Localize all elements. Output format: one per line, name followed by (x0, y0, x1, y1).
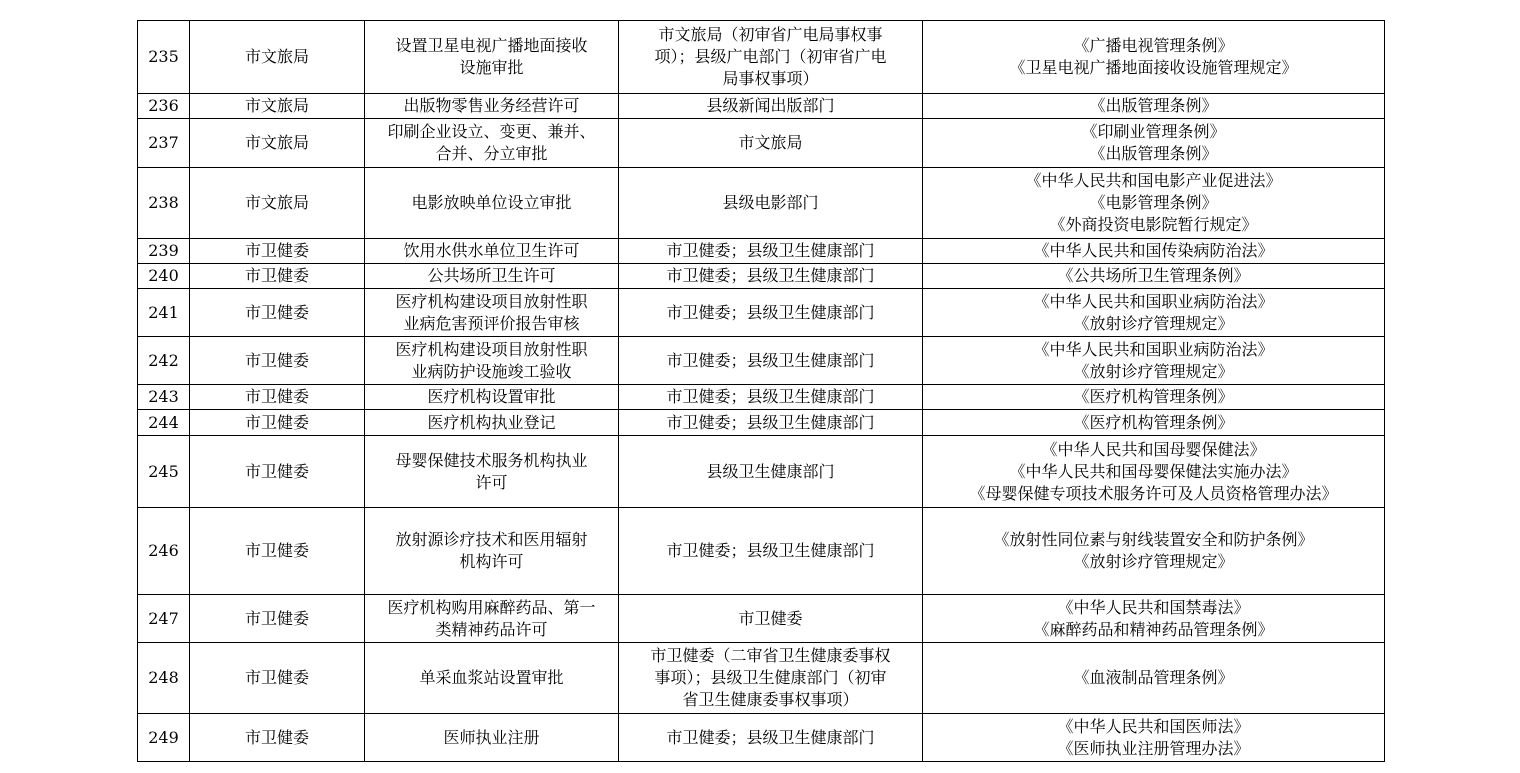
row-number: 243 (138, 385, 190, 410)
approval-item: 医疗机构购用麻醉药品、第一 类精神药品许可 (365, 595, 619, 643)
legal-basis: 《中华人民共和国母婴保健法》 《中华人民共和国母婴保健法实施办法》 《母婴保健专项技术服务许可及人员资格管理办法》 (923, 436, 1385, 508)
row-number: 238 (138, 168, 190, 239)
legal-basis: 《出版管理条例》 (923, 94, 1385, 119)
legal-basis: 《印刷业管理条例》 《出版管理条例》 (923, 119, 1385, 168)
row-number: 241 (138, 289, 190, 337)
approval-item: 印刷企业设立、变更、兼并、 合并、分立审批 (365, 119, 619, 168)
department: 市卫健委 (190, 714, 365, 762)
legal-basis: 《中华人民共和国传染病防治法》 (923, 239, 1385, 264)
table-row (138, 508, 1385, 595)
department: 市卫健委 (190, 385, 365, 410)
approval-item: 饮用水供水单位卫生许可 (365, 239, 619, 264)
implementing-body: 市卫健委；县级卫生健康部门 (619, 289, 923, 337)
row-number: 248 (138, 643, 190, 714)
table-row (138, 436, 1385, 508)
legal-basis: 《中华人民共和国职业病防治法》 《放射诊疗管理规定》 (923, 289, 1385, 337)
row-number: 247 (138, 595, 190, 643)
table-row (138, 410, 1385, 436)
implementing-body: 市卫健委；县级卫生健康部门 (619, 385, 923, 410)
department: 市卫健委 (190, 289, 365, 337)
row-number: 236 (138, 94, 190, 119)
approval-item: 出版物零售业务经营许可 (365, 94, 619, 119)
department: 市卫健委 (190, 410, 365, 436)
row-number: 245 (138, 436, 190, 508)
implementing-body: 市卫健委；县级卫生健康部门 (619, 264, 923, 289)
row-number: 235 (138, 21, 190, 94)
department: 市文旅局 (190, 21, 365, 94)
table-row (138, 289, 1385, 337)
implementing-body: 县级卫生健康部门 (619, 436, 923, 508)
department: 市卫健委 (190, 337, 365, 385)
implementing-body: 市卫健委（二审省卫生健康委事权 事项）；县级卫生健康部门（初审 省卫生健康委事权事项） (619, 643, 923, 714)
table-row (138, 385, 1385, 410)
row-number: 246 (138, 508, 190, 595)
department: 市文旅局 (190, 168, 365, 239)
approval-item: 医师执业注册 (365, 714, 619, 762)
approval-item: 公共场所卫生许可 (365, 264, 619, 289)
legal-basis: 《血液制品管理条例》 (923, 643, 1385, 714)
table-row (138, 264, 1385, 289)
department: 市文旅局 (190, 119, 365, 168)
row-number: 237 (138, 119, 190, 168)
implementing-body: 市文旅局 (619, 119, 923, 168)
implementing-body: 县级电影部门 (619, 168, 923, 239)
implementing-body: 市卫健委；县级卫生健康部门 (619, 714, 923, 762)
approval-item: 设置卫星电视广播地面接收 设施审批 (365, 21, 619, 94)
department: 市卫健委 (190, 595, 365, 643)
row-number: 244 (138, 410, 190, 436)
table-row (138, 337, 1385, 385)
implementing-body: 市卫健委；县级卫生健康部门 (619, 410, 923, 436)
table-row (138, 119, 1385, 168)
table-row (138, 643, 1385, 714)
department: 市卫健委 (190, 643, 365, 714)
implementing-body: 市卫健委；县级卫生健康部门 (619, 337, 923, 385)
row-number: 249 (138, 714, 190, 762)
legal-basis: 《中华人民共和国电影产业促进法》 《电影管理条例》 《外商投资电影院暂行规定》 (923, 168, 1385, 239)
approval-item: 电影放映单位设立审批 (365, 168, 619, 239)
legal-basis: 《公共场所卫生管理条例》 (923, 264, 1385, 289)
table-row (138, 94, 1385, 119)
implementing-body: 市卫健委 (619, 595, 923, 643)
department: 市卫健委 (190, 239, 365, 264)
implementing-body: 县级新闻出版部门 (619, 94, 923, 119)
table-row (138, 168, 1385, 239)
department: 市卫健委 (190, 508, 365, 595)
legal-basis: 《中华人民共和国职业病防治法》 《放射诊疗管理规定》 (923, 337, 1385, 385)
approval-item: 医疗机构设置审批 (365, 385, 619, 410)
approval-item: 单采血浆站设置审批 (365, 643, 619, 714)
approval-item: 放射源诊疗技术和医用辐射 机构许可 (365, 508, 619, 595)
approval-items-table (137, 20, 1385, 762)
table-row (138, 595, 1385, 643)
row-number: 240 (138, 264, 190, 289)
approval-item: 母婴保健技术服务机构执业 许可 (365, 436, 619, 508)
table-row (138, 714, 1385, 762)
table-body (138, 21, 1385, 762)
approval-item: 医疗机构执业登记 (365, 410, 619, 436)
implementing-body: 市卫健委；县级卫生健康部门 (619, 508, 923, 595)
legal-basis: 《医疗机构管理条例》 (923, 385, 1385, 410)
legal-basis: 《放射性同位素与射线装置安全和防护条例》 《放射诊疗管理规定》 (923, 508, 1385, 595)
department: 市卫健委 (190, 436, 365, 508)
legal-basis: 《中华人民共和国医师法》 《医师执业注册管理办法》 (923, 714, 1385, 762)
approval-item: 医疗机构建设项目放射性职 业病防护设施竣工验收 (365, 337, 619, 385)
row-number: 239 (138, 239, 190, 264)
implementing-body: 市卫健委；县级卫生健康部门 (619, 239, 923, 264)
department: 市文旅局 (190, 94, 365, 119)
table-row (138, 239, 1385, 264)
legal-basis: 《中华人民共和国禁毒法》 《麻醉药品和精神药品管理条例》 (923, 595, 1385, 643)
approval-item: 医疗机构建设项目放射性职 业病危害预评价报告审核 (365, 289, 619, 337)
legal-basis: 《医疗机构管理条例》 (923, 410, 1385, 436)
table-row (138, 21, 1385, 94)
legal-basis: 《广播电视管理条例》 《卫星电视广播地面接收设施管理规定》 (923, 21, 1385, 94)
row-number: 242 (138, 337, 190, 385)
department: 市卫健委 (190, 264, 365, 289)
implementing-body: 市文旅局（初审省广电局事权事 项）；县级广电部门（初审省广电 局事权事项） (619, 21, 923, 94)
